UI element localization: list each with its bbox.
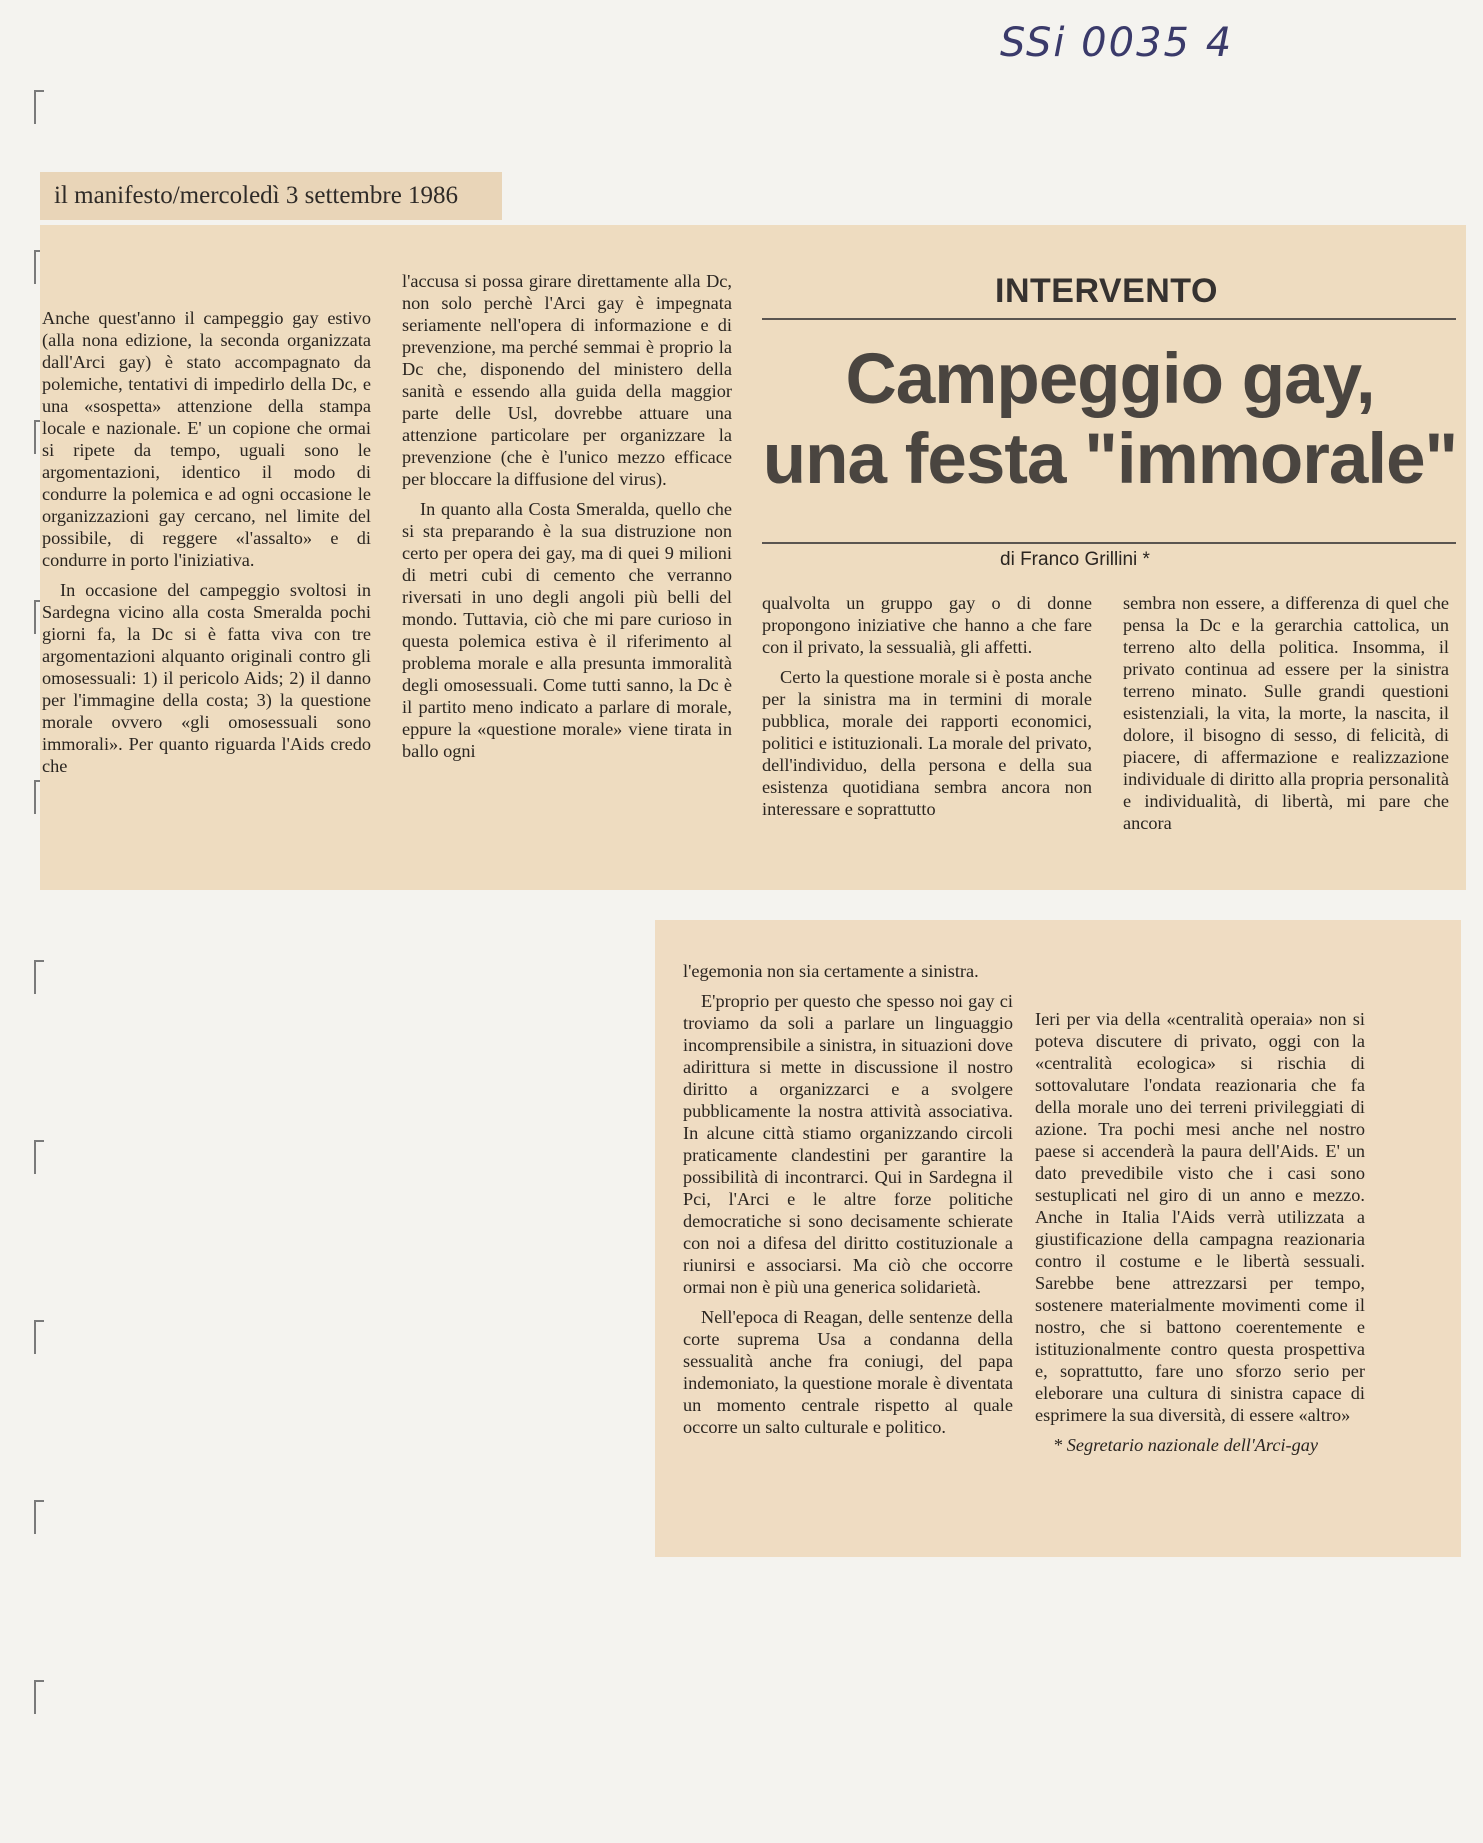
paragraph: l'egemonia non sia certamente a sinistra.: [683, 961, 979, 981]
binder-hole-mark: [34, 1500, 44, 1534]
headline: [760, 340, 1460, 500]
binder-hole-mark: [34, 1320, 44, 1354]
kicker: INTERVENTO: [995, 272, 1218, 310]
binder-hole-mark: [34, 90, 44, 124]
footnote: * Segretario nazionale dell'Arci-gay: [1053, 1435, 1319, 1455]
binder-hole-mark: [34, 1140, 44, 1174]
article-column-3: [762, 592, 1092, 820]
archive-code: SSi 0035 4: [1000, 20, 1234, 66]
article-column-1: [42, 307, 371, 777]
paragraph: E'proprio per questo che spesso noi gay ci troviamo da soli a parlare un linguaggio incomprensibile a sinistra, in situazioni dove adirittura si mette in discussione il nostro diritto a organizzarci e a svolgere pubblicamente la nostra attività associativa. In alcune città stiamo organizzando circoli praticamente clandestini per garantire la possibilità di incontrarci. Qui in Sardegna il Pci, l'Arci e le altre forze politiche democratiche si sono decisamente schierate con noi a difesa del diritto costituzionale a riunirsi e associarsi. Ma ciò che occorre ormai non è più una generica solidarietà.: [683, 991, 1013, 1297]
article-column-5: [683, 960, 1013, 1438]
binder-hole-mark: [34, 960, 44, 994]
headline-line-1: Campeggio gay,: [845, 340, 1375, 419]
byline: di Franco Grillini *: [1000, 549, 1150, 570]
divider: [762, 542, 1456, 544]
article-column-6: [1035, 1008, 1365, 1456]
divider: [762, 318, 1456, 320]
paragraph: sembra non essere, a differenza di quel che pensa la Dc e la gerarchia cattolica, un terreno alto della politica. Insomma, il privato continua ad essere per la sinistra terreno minato. Sulle grandi questioni esistenziali, la vita, la morte, la nascita, il dolore, il bisogno di sesso, di felicità, di piacere, di affermazione e realizzazione individuale di diritto alla propria personalità e individualità, di libertà, mi pare che ancora: [1123, 593, 1449, 833]
paragraph: In quanto alla Costa Smeralda, quello che si sta preparando è la sua distruzione non certo per opera dei gay, ma di quei 9 milioni di metri cubi di cemento che verranno riversati in uno degli angoli più belli del mondo. Tuttavia, ciò che mi pare curioso in questa polemica estiva è il riferimento al problema morale e alla presunta immoralità degli omosessuali. Come tutti sanno, la Dc è il partito meno indicato a parlare di morale, eppure la «questione morale» viene tirata in ballo ogni: [402, 499, 732, 761]
paragraph: qualvolta un gruppo gay o di donne propongono iniziative che hanno a che fare con il privato, la sessualià, gli affetti.: [762, 593, 1092, 657]
paragraph: Certo la questione morale si è posta anche per la sinistra ma in termini di morale pubblica, morale dei rapporti economici, politici e istituzionali. La morale del privato, dell'individuo, della persona e della sua esistenza quotidiana sembra ancora non interessare e soprattutto: [762, 667, 1092, 819]
paragraph: Anche quest'anno il campeggio gay estivo (alla nona edizione, la seconda organizzata dall'Arci gay) è stato accompagnato da polemiche, tentativi di impedirlo della Dc, e una «sospetta» attenzione della stampa locale e nazionale. E' un copione che ormai si ripete da tempo, uguali sono le argomentazioni, identico il modo di condurre la polemica e ad ogni occasione le organizzazioni gay cercano, nel limite del possibile, di reggere «l'assalto» e di condurre in porto l'iniziativa.: [42, 308, 371, 570]
paragraph: Nell'epoca di Reagan, delle sentenze della corte suprema Usa a condanna della sessualità anche fra coniugi, del papa indemoniato, la questione morale è diventata un momento centrale rispetto al quale occorre un salto culturale e politico.: [683, 1307, 1013, 1437]
headline-line-2: una festa "immorale": [762, 420, 1458, 499]
masthead: il manifesto/mercoledì 3 settembre 1986: [40, 172, 502, 220]
paragraph: In occasione del campeggio svoltosi in Sardegna vicino alla costa Smeralda pochi giorni fa, la Dc si è fatta viva con tre argomentazioni alquanto originali contro gli omosessuali: 1) il pericolo Aids; 2) il danno per l'immagine della costa; 3) la questione morale ovvero «gli omosessuali sono immorali». Per quanto riguarda l'Aids credo che: [42, 580, 371, 776]
binder-hole-mark: [34, 1680, 44, 1714]
article-column-2: [402, 270, 732, 762]
paragraph: Ieri per via della «centralità operaia» non si poteva discutere di privato, oggi con la «centralità ecologica» si rischia di sottovalutare l'ondata reazionaria che fa della morale uno dei terreni privileggiati di azione. Tra pochi mesi anche nel nostro paese si accenderà la paura dell'Aids. E' un dato prevedibile visto che i casi sono sestuplicati nel giro di un anno e mezzo. Anche in Italia l'Aids verrà utilizzata a giustificazione della campagna reazionaria contro il costume e le libertà sessuali. Sarebbe bene attrezzarsi per tempo, sostenere materialmente movimenti come il nostro, che si battono coerentemente e istituzionalmente contro questa prospettiva e, soprattutto, fare uno sforzo serio per eleborare una cultura di sinistra capace di esprimere la sua diversità, di essere «altro»: [1035, 1009, 1365, 1425]
article-column-4: [1123, 592, 1449, 834]
paragraph: l'accusa si possa girare direttamente alla Dc, non solo perchè l'Arci gay è impegnata seriamente nell'opera di informazione e di prevenzione, ma perché semmai è proprio la Dc che, disponendo del ministero della sanità e essendo alla guida della maggior parte delle Usl, dovrebbe attuare una attenzione particolare per organizzare la prevenzione (che è l'unico mezzo efficace per bloccare la diffusione del virus).: [402, 271, 732, 489]
